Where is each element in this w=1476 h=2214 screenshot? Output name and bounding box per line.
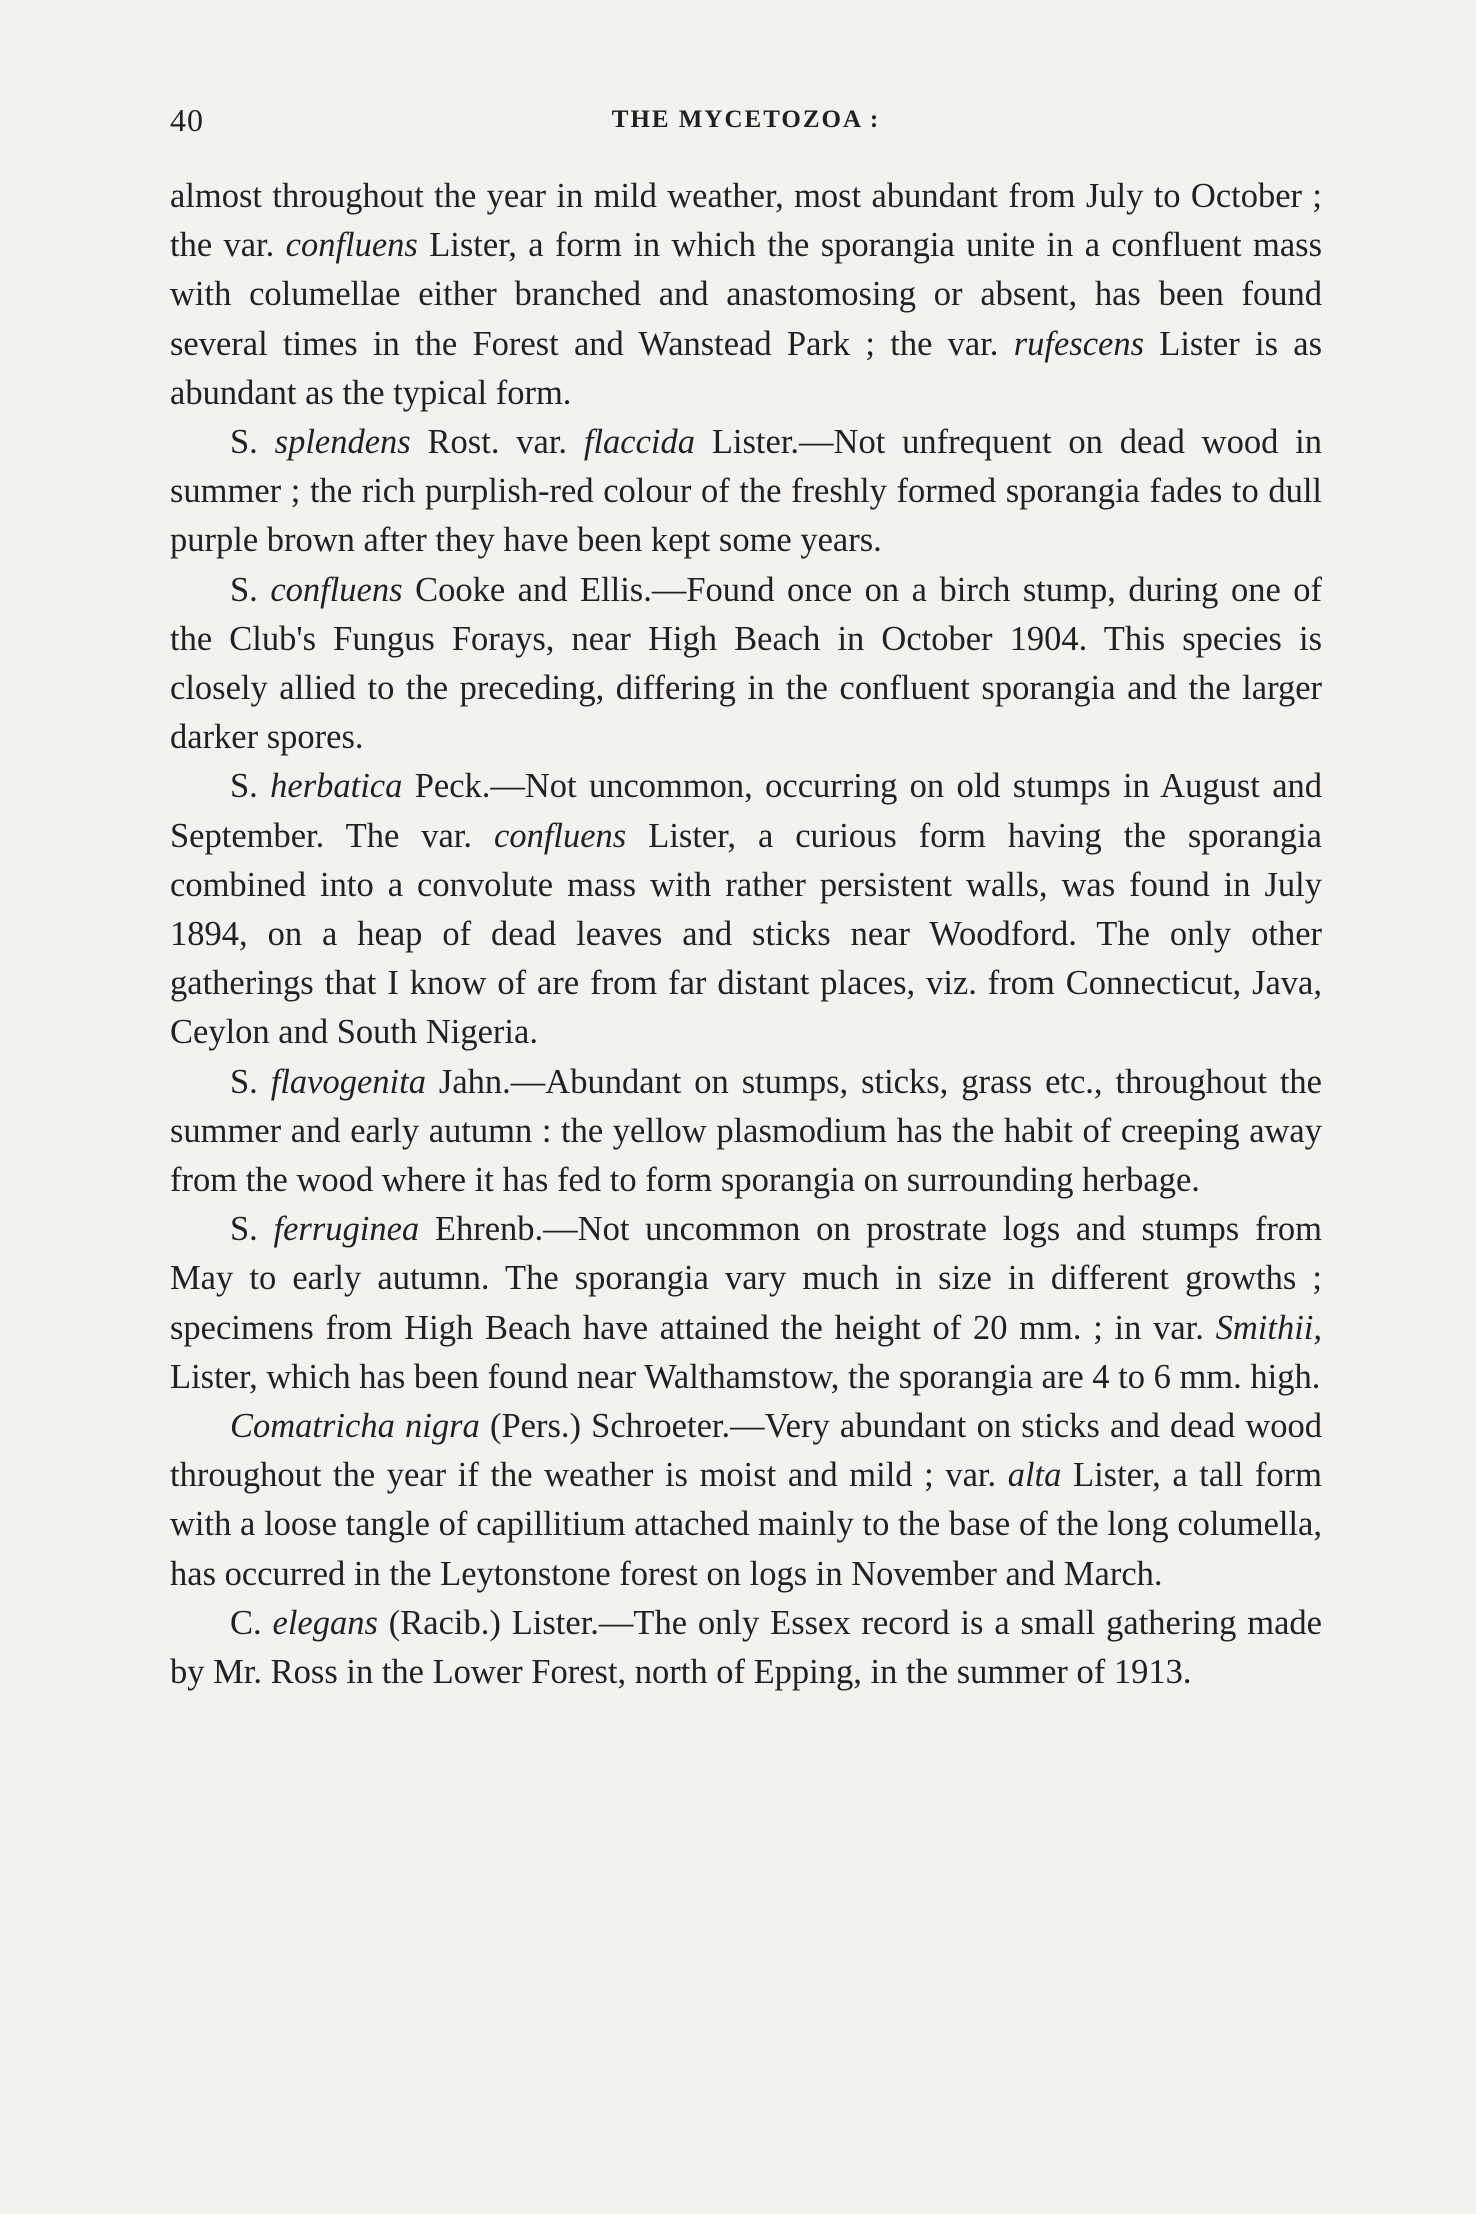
paragraph-text: Rost. var.	[410, 423, 584, 462]
paragraph-text: Lister, a tall form with a loose tangle of capillitium attached mainly to the base of the long columella, has occurred in the Leytonstone forest on logs in November and March.	[170, 1456, 1322, 1593]
paragraph-text: Lister, which has been found near Walthamstow, the sporangia are 4 to 6 mm. high.	[170, 1357, 1321, 1396]
paragraph-text: S.	[230, 1062, 271, 1101]
paragraph-text: (Pers.) Schroeter.—Very abundant on sticks and dead wood throughout the year if the weather is moist and mild ; var.	[170, 1407, 1323, 1495]
paragraph	[170, 418, 1322, 566]
paragraph	[170, 1599, 1322, 1697]
species-name: rufescens	[1013, 324, 1144, 363]
paragraph	[170, 762, 1322, 1057]
paragraph-text: Cooke and Ellis.—Found once on a birch stump, during one of the Club's Fungus Forays, near High Beach in October 1904. This species is closely allied to the preceding, differing in the confluent sporangia and the larger darker spores.	[170, 570, 1322, 757]
page-number: 40	[170, 102, 204, 138]
paragraph-text: (Racib.) Lister.—The only Essex record is a small gathering made by Mr. Ross in the Lower Forest, north of Epping, in the summer of 1913.	[170, 1603, 1322, 1692]
paragraph-text: Peck.—Not uncommon, occurring on old stumps in August and September. The var.	[170, 767, 1323, 855]
species-name: confluens	[270, 570, 403, 609]
paragraph	[170, 1058, 1322, 1206]
body-text	[170, 172, 1322, 1697]
species-name: Smithii,	[1215, 1308, 1322, 1347]
species-name: Comatricha nigra	[230, 1407, 480, 1446]
paragraph-text: Lister is as abundant as the typical form.	[170, 324, 1322, 412]
paragraph-text: Ehrenb.—Not uncommon on prostrate logs and stumps from May to early autumn. The sporangia vary much in size in different growths ; specimens from High Beach have attained the height of 20 mm. ; in var.	[170, 1210, 1323, 1347]
species-name: herbatica	[270, 767, 403, 806]
species-name: flaccida	[583, 423, 696, 462]
running-title: THE MYCETOZOA :	[611, 106, 881, 133]
species-name: confluens	[494, 816, 627, 855]
paragraph	[170, 172, 1322, 418]
paragraph-text: S.	[230, 423, 275, 462]
paragraph-text: Lister.—Not unfrequent on dead wood in summer ; the rich purplish-red colour of the freshly formed sporangia fades to dull purple brown after they have been kept some years.	[170, 423, 1322, 560]
page-header	[170, 102, 1322, 142]
species-name: elegans	[272, 1603, 378, 1642]
paragraph-text: C.	[230, 1603, 273, 1642]
species-name: splendens	[274, 423, 411, 462]
species-name: alta	[1007, 1456, 1062, 1495]
paragraph-text: S.	[230, 767, 271, 806]
paragraph-text: almost throughout the year in mild weather, most abundant from July to October ; the var.	[170, 177, 1322, 265]
paragraph	[170, 1205, 1322, 1402]
species-name: confluens	[285, 226, 418, 265]
species-name: ferruginea	[273, 1210, 420, 1249]
paragraph-text: Lister, a curious form having the sporangia combined into a convolute mass with rather persistent walls, was found in July 1894, on a heap of dead leaves and sticks near Woodford. The only other gatherings that I know of are from far distant places, viz. from Connecticut, Java, Ceylon and South Nigeria.	[170, 816, 1322, 1052]
species-name: flavogenita	[270, 1062, 426, 1101]
paragraph	[170, 1402, 1322, 1599]
paragraph-text: S.	[230, 1210, 274, 1249]
paragraph-text: Lister, a form in which the sporangia unite in a confluent mass with columellae either branched and anastomosing or absent, has been found several times in the Forest and Wanstead Park ; the var.	[170, 226, 1322, 363]
paragraph-text: Jahn.—Abundant on stumps, sticks, grass etc., throughout the summer and early autumn : the yellow plasmodium has the habit of creeping away from the wood where it has fed to form sporangia on surrounding herbage.	[170, 1062, 1322, 1200]
paragraph	[170, 566, 1322, 763]
paragraph-text: S.	[230, 570, 271, 609]
